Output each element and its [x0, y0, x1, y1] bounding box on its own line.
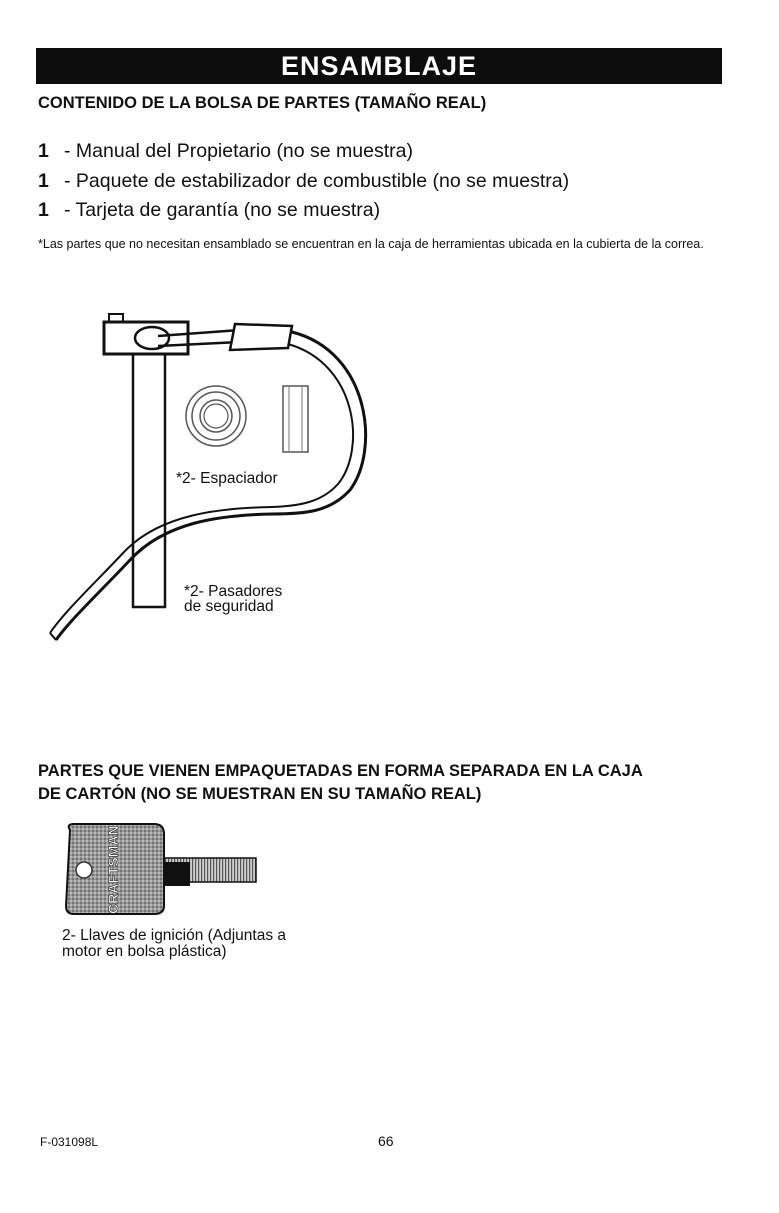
item-quantity: 1 [38, 140, 49, 162]
parts-list [38, 137, 569, 226]
list-item [38, 167, 569, 197]
clip-sleeve-icon [230, 324, 292, 350]
item-quantity: 1 [38, 199, 49, 221]
separate-parts-heading [38, 760, 738, 806]
assembly-note: *Las partes que no necesitan ensamblado se encuentran en la caja de herramientas ubicada en la cubierta de la correa. [38, 237, 704, 251]
page-title: ENSAMBLAJE [36, 48, 722, 84]
spacer-washer-icon [186, 386, 246, 446]
key-brand-text: CRAFTSMAN [105, 825, 121, 914]
item-text: - Paquete de estabilizador de combustible (no se muestra) [64, 169, 570, 192]
page-number: 66 [378, 1133, 394, 1149]
item-text: - Tarjeta de garantía (no se muestra) [64, 199, 381, 221]
item-text: - Manual del Propietario (no se muestra) [64, 140, 413, 162]
ignition-key-icon [60, 822, 270, 922]
spacer-side-icon [283, 386, 308, 452]
separate-parts-heading-line: DE CARTÓN (NO SE MUESTRAN EN SU TAMAÑO REAL) [38, 785, 482, 803]
list-item [38, 196, 569, 226]
safety-pin-label-line: de seguridad [184, 598, 274, 615]
safety-pin-label [184, 584, 344, 614]
ignition-key-label-line: motor en bolsa plástica) [62, 943, 227, 960]
safety-pin-label-line: *2- Pasadores [184, 583, 283, 600]
parts-bag-heading: CONTENIDO DE LA BOLSA DE PARTES (TAMAÑO REAL) [38, 94, 487, 112]
document-code: F-031098L [40, 1135, 99, 1149]
item-quantity: 1 [38, 169, 49, 192]
ignition-key-label-line: 2- Llaves de ignición (Adjuntas a [62, 927, 287, 944]
ignition-key-label [62, 928, 322, 960]
spacer-label: *2- Espaciador [176, 470, 278, 487]
separate-parts-heading-line: PARTES QUE VIENEN EMPAQUETADAS EN FORMA SEPARADA EN LA CAJA [38, 762, 643, 780]
list-item [38, 137, 569, 167]
